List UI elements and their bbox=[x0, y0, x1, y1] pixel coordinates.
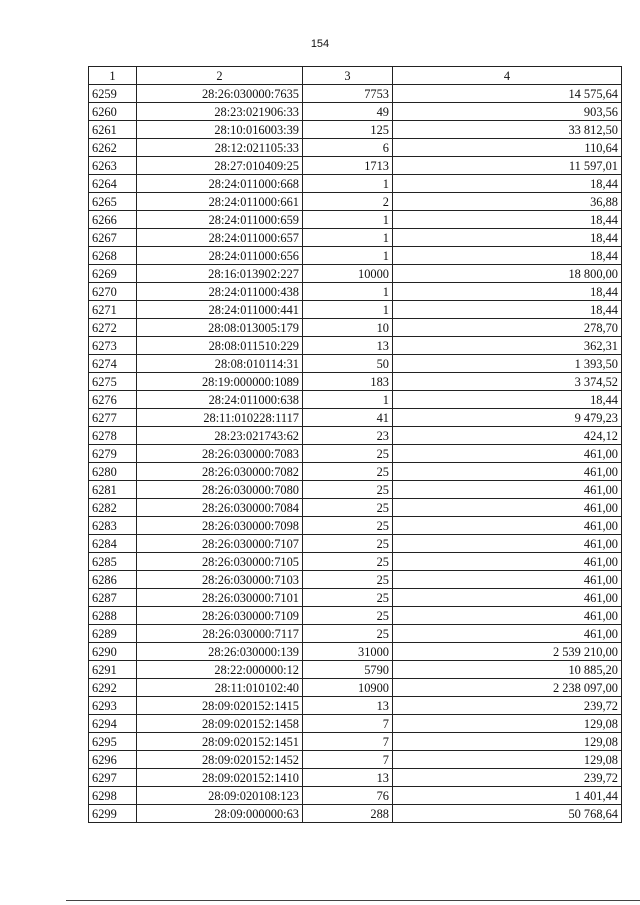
cadastral-number-cell: 28:12:021105:33 bbox=[137, 139, 303, 157]
cadastral-number-cell: 28:26:030000:7635 bbox=[137, 85, 303, 103]
cadastral-number-cell: 28:09:020152:1415 bbox=[137, 697, 303, 715]
amount-cell: 18,44 bbox=[393, 175, 622, 193]
row-number-cell: 6272 bbox=[89, 319, 137, 337]
quantity-cell: 10900 bbox=[303, 679, 393, 697]
table-row bbox=[89, 679, 622, 697]
row-number-cell: 6264 bbox=[89, 175, 137, 193]
row-number-cell: 6293 bbox=[89, 697, 137, 715]
amount-cell: 18,44 bbox=[393, 229, 622, 247]
amount-cell: 1 393,50 bbox=[393, 355, 622, 373]
table-row bbox=[89, 787, 622, 805]
row-number-cell: 6261 bbox=[89, 121, 137, 139]
table-row bbox=[89, 103, 622, 121]
amount-cell: 33 812,50 bbox=[393, 121, 622, 139]
table-row bbox=[89, 301, 622, 319]
amount-cell: 461,00 bbox=[393, 445, 622, 463]
row-number-cell: 6259 bbox=[89, 85, 137, 103]
amount-cell: 461,00 bbox=[393, 499, 622, 517]
amount-cell: 461,00 bbox=[393, 589, 622, 607]
quantity-cell: 23 bbox=[303, 427, 393, 445]
quantity-cell: 1 bbox=[303, 247, 393, 265]
row-number-cell: 6271 bbox=[89, 301, 137, 319]
amount-cell: 36,88 bbox=[393, 193, 622, 211]
table-row bbox=[89, 427, 622, 445]
cadastral-number-cell: 28:09:020152:1410 bbox=[137, 769, 303, 787]
table-row bbox=[89, 589, 622, 607]
quantity-cell: 49 bbox=[303, 103, 393, 121]
quantity-cell: 31000 bbox=[303, 643, 393, 661]
row-number-cell: 6260 bbox=[89, 103, 137, 121]
row-number-cell: 6292 bbox=[89, 679, 137, 697]
quantity-cell: 13 bbox=[303, 337, 393, 355]
cadastral-number-cell: 28:24:011000:659 bbox=[137, 211, 303, 229]
row-number-cell: 6263 bbox=[89, 157, 137, 175]
amount-cell: 461,00 bbox=[393, 463, 622, 481]
bottom-divider bbox=[66, 900, 640, 901]
row-number-cell: 6286 bbox=[89, 571, 137, 589]
cadastral-number-cell: 28:09:000000:63 bbox=[137, 805, 303, 823]
column-header-4: 4 bbox=[393, 67, 622, 85]
table-row bbox=[89, 607, 622, 625]
amount-cell: 10 885,20 bbox=[393, 661, 622, 679]
row-number-cell: 6266 bbox=[89, 211, 137, 229]
column-header-3: 3 bbox=[303, 67, 393, 85]
amount-cell: 461,00 bbox=[393, 517, 622, 535]
table-row bbox=[89, 229, 622, 247]
row-number-cell: 6284 bbox=[89, 535, 137, 553]
table-row bbox=[89, 139, 622, 157]
cadastral-number-cell: 28:23:021743:62 bbox=[137, 427, 303, 445]
quantity-cell: 10000 bbox=[303, 265, 393, 283]
amount-cell: 50 768,64 bbox=[393, 805, 622, 823]
cadastral-number-cell: 28:26:030000:139 bbox=[137, 643, 303, 661]
amount-cell: 18,44 bbox=[393, 283, 622, 301]
amount-cell: 424,12 bbox=[393, 427, 622, 445]
cadastral-number-cell: 28:27:010409:25 bbox=[137, 157, 303, 175]
table-row bbox=[89, 211, 622, 229]
cadastral-number-cell: 28:19:000000:1089 bbox=[137, 373, 303, 391]
data-table bbox=[88, 66, 622, 823]
cadastral-number-cell: 28:26:030000:7080 bbox=[137, 481, 303, 499]
cadastral-number-cell: 28:08:011510:229 bbox=[137, 337, 303, 355]
amount-cell: 3 374,52 bbox=[393, 373, 622, 391]
table-row bbox=[89, 805, 622, 823]
amount-cell: 461,00 bbox=[393, 481, 622, 499]
row-number-cell: 6289 bbox=[89, 625, 137, 643]
table-row bbox=[89, 355, 622, 373]
cadastral-number-cell: 28:26:030000:7117 bbox=[137, 625, 303, 643]
row-number-cell: 6281 bbox=[89, 481, 137, 499]
table-row bbox=[89, 625, 622, 643]
amount-cell: 18,44 bbox=[393, 391, 622, 409]
quantity-cell: 25 bbox=[303, 499, 393, 517]
amount-cell: 18,44 bbox=[393, 247, 622, 265]
row-number-cell: 6282 bbox=[89, 499, 137, 517]
cadastral-number-cell: 28:23:021906:33 bbox=[137, 103, 303, 121]
quantity-cell: 7 bbox=[303, 733, 393, 751]
row-number-cell: 6290 bbox=[89, 643, 137, 661]
row-number-cell: 6262 bbox=[89, 139, 137, 157]
quantity-cell: 1 bbox=[303, 211, 393, 229]
row-number-cell: 6280 bbox=[89, 463, 137, 481]
cadastral-number-cell: 28:26:030000:7084 bbox=[137, 499, 303, 517]
column-header-1: 1 bbox=[89, 67, 137, 85]
quantity-cell: 25 bbox=[303, 553, 393, 571]
quantity-cell: 7 bbox=[303, 751, 393, 769]
quantity-cell: 1713 bbox=[303, 157, 393, 175]
amount-cell: 9 479,23 bbox=[393, 409, 622, 427]
cadastral-number-cell: 28:26:030000:7105 bbox=[137, 553, 303, 571]
row-number-cell: 6273 bbox=[89, 337, 137, 355]
quantity-cell: 1 bbox=[303, 301, 393, 319]
table-row bbox=[89, 373, 622, 391]
row-number-cell: 6299 bbox=[89, 805, 137, 823]
amount-cell: 2 238 097,00 bbox=[393, 679, 622, 697]
row-number-cell: 6297 bbox=[89, 769, 137, 787]
table-row bbox=[89, 751, 622, 769]
row-number-cell: 6278 bbox=[89, 427, 137, 445]
quantity-cell: 1 bbox=[303, 283, 393, 301]
cadastral-number-cell: 28:11:010102:40 bbox=[137, 679, 303, 697]
cadastral-number-cell: 28:24:011000:438 bbox=[137, 283, 303, 301]
amount-cell: 110,64 bbox=[393, 139, 622, 157]
row-number-cell: 6268 bbox=[89, 247, 137, 265]
amount-cell: 278,70 bbox=[393, 319, 622, 337]
table-row bbox=[89, 283, 622, 301]
cadastral-number-cell: 28:10:016003:39 bbox=[137, 121, 303, 139]
page-number: 154 bbox=[310, 38, 330, 50]
quantity-cell: 13 bbox=[303, 697, 393, 715]
row-number-cell: 6279 bbox=[89, 445, 137, 463]
cadastral-number-cell: 28:22:000000:12 bbox=[137, 661, 303, 679]
row-number-cell: 6265 bbox=[89, 193, 137, 211]
cadastral-number-cell: 28:09:020152:1452 bbox=[137, 751, 303, 769]
quantity-cell: 2 bbox=[303, 193, 393, 211]
cadastral-number-cell: 28:09:020108:123 bbox=[137, 787, 303, 805]
cadastral-number-cell: 28:11:010228:1117 bbox=[137, 409, 303, 427]
table-row bbox=[89, 769, 622, 787]
quantity-cell: 125 bbox=[303, 121, 393, 139]
quantity-cell: 7 bbox=[303, 715, 393, 733]
quantity-cell: 183 bbox=[303, 373, 393, 391]
table-row bbox=[89, 157, 622, 175]
amount-cell: 129,08 bbox=[393, 715, 622, 733]
quantity-cell: 7753 bbox=[303, 85, 393, 103]
table-row bbox=[89, 571, 622, 589]
table-row bbox=[89, 481, 622, 499]
amount-cell: 461,00 bbox=[393, 535, 622, 553]
quantity-cell: 25 bbox=[303, 463, 393, 481]
row-number-cell: 6285 bbox=[89, 553, 137, 571]
table-row bbox=[89, 85, 622, 103]
quantity-cell: 25 bbox=[303, 445, 393, 463]
table-row bbox=[89, 553, 622, 571]
table-row bbox=[89, 661, 622, 679]
quantity-cell: 288 bbox=[303, 805, 393, 823]
cadastral-number-cell: 28:26:030000:7109 bbox=[137, 607, 303, 625]
table-row bbox=[89, 499, 622, 517]
cadastral-number-cell: 28:24:011000:656 bbox=[137, 247, 303, 265]
table-row bbox=[89, 193, 622, 211]
table-row bbox=[89, 175, 622, 193]
table-row bbox=[89, 337, 622, 355]
amount-cell: 461,00 bbox=[393, 553, 622, 571]
cadastral-number-cell: 28:24:011000:661 bbox=[137, 193, 303, 211]
row-number-cell: 6267 bbox=[89, 229, 137, 247]
amount-cell: 2 539 210,00 bbox=[393, 643, 622, 661]
row-number-cell: 6275 bbox=[89, 373, 137, 391]
table-row bbox=[89, 715, 622, 733]
row-number-cell: 6296 bbox=[89, 751, 137, 769]
cadastral-number-cell: 28:26:030000:7107 bbox=[137, 535, 303, 553]
amount-cell: 14 575,64 bbox=[393, 85, 622, 103]
table-row bbox=[89, 265, 622, 283]
amount-cell: 461,00 bbox=[393, 607, 622, 625]
table-row bbox=[89, 643, 622, 661]
row-number-cell: 6276 bbox=[89, 391, 137, 409]
row-number-cell: 6283 bbox=[89, 517, 137, 535]
amount-cell: 11 597,01 bbox=[393, 157, 622, 175]
cadastral-number-cell: 28:26:030000:7098 bbox=[137, 517, 303, 535]
table-row bbox=[89, 445, 622, 463]
cadastral-number-cell: 28:26:030000:7083 bbox=[137, 445, 303, 463]
cadastral-number-cell: 28:08:013005:179 bbox=[137, 319, 303, 337]
quantity-cell: 25 bbox=[303, 589, 393, 607]
cadastral-number-cell: 28:08:010114:31 bbox=[137, 355, 303, 373]
table-row bbox=[89, 121, 622, 139]
cadastral-number-cell: 28:09:020152:1458 bbox=[137, 715, 303, 733]
row-number-cell: 6291 bbox=[89, 661, 137, 679]
amount-cell: 239,72 bbox=[393, 697, 622, 715]
row-number-cell: 6269 bbox=[89, 265, 137, 283]
table-row bbox=[89, 733, 622, 751]
amount-cell: 903,56 bbox=[393, 103, 622, 121]
row-number-cell: 6287 bbox=[89, 589, 137, 607]
quantity-cell: 25 bbox=[303, 517, 393, 535]
amount-cell: 461,00 bbox=[393, 625, 622, 643]
header-row bbox=[89, 67, 622, 85]
quantity-cell: 25 bbox=[303, 535, 393, 553]
amount-cell: 18 800,00 bbox=[393, 265, 622, 283]
table-row bbox=[89, 697, 622, 715]
cadastral-number-cell: 28:24:011000:638 bbox=[137, 391, 303, 409]
quantity-cell: 6 bbox=[303, 139, 393, 157]
quantity-cell: 25 bbox=[303, 571, 393, 589]
quantity-cell: 41 bbox=[303, 409, 393, 427]
table-row bbox=[89, 319, 622, 337]
cadastral-number-cell: 28:26:030000:7101 bbox=[137, 589, 303, 607]
table-row bbox=[89, 409, 622, 427]
amount-cell: 1 401,44 bbox=[393, 787, 622, 805]
quantity-cell: 1 bbox=[303, 391, 393, 409]
quantity-cell: 50 bbox=[303, 355, 393, 373]
table-row bbox=[89, 391, 622, 409]
cadastral-number-cell: 28:26:030000:7103 bbox=[137, 571, 303, 589]
cadastral-number-cell: 28:16:013902:227 bbox=[137, 265, 303, 283]
cadastral-number-cell: 28:24:011000:657 bbox=[137, 229, 303, 247]
table-row bbox=[89, 535, 622, 553]
quantity-cell: 5790 bbox=[303, 661, 393, 679]
table-row bbox=[89, 247, 622, 265]
amount-cell: 239,72 bbox=[393, 769, 622, 787]
row-number-cell: 6270 bbox=[89, 283, 137, 301]
row-number-cell: 6288 bbox=[89, 607, 137, 625]
quantity-cell: 76 bbox=[303, 787, 393, 805]
cadastral-number-cell: 28:24:011000:441 bbox=[137, 301, 303, 319]
amount-cell: 18,44 bbox=[393, 301, 622, 319]
table-row bbox=[89, 517, 622, 535]
cadastral-number-cell: 28:24:011000:668 bbox=[137, 175, 303, 193]
table-body bbox=[89, 85, 622, 823]
amount-cell: 362,31 bbox=[393, 337, 622, 355]
amount-cell: 461,00 bbox=[393, 571, 622, 589]
column-header-2: 2 bbox=[137, 67, 303, 85]
row-number-cell: 6298 bbox=[89, 787, 137, 805]
quantity-cell: 1 bbox=[303, 175, 393, 193]
amount-cell: 129,08 bbox=[393, 751, 622, 769]
quantity-cell: 25 bbox=[303, 481, 393, 499]
quantity-cell: 13 bbox=[303, 769, 393, 787]
cadastral-number-cell: 28:26:030000:7082 bbox=[137, 463, 303, 481]
row-number-cell: 6274 bbox=[89, 355, 137, 373]
amount-cell: 129,08 bbox=[393, 733, 622, 751]
row-number-cell: 6295 bbox=[89, 733, 137, 751]
table-row bbox=[89, 463, 622, 481]
amount-cell: 18,44 bbox=[393, 211, 622, 229]
row-number-cell: 6294 bbox=[89, 715, 137, 733]
row-number-cell: 6277 bbox=[89, 409, 137, 427]
quantity-cell: 25 bbox=[303, 607, 393, 625]
quantity-cell: 25 bbox=[303, 625, 393, 643]
quantity-cell: 10 bbox=[303, 319, 393, 337]
quantity-cell: 1 bbox=[303, 229, 393, 247]
cadastral-number-cell: 28:09:020152:1451 bbox=[137, 733, 303, 751]
